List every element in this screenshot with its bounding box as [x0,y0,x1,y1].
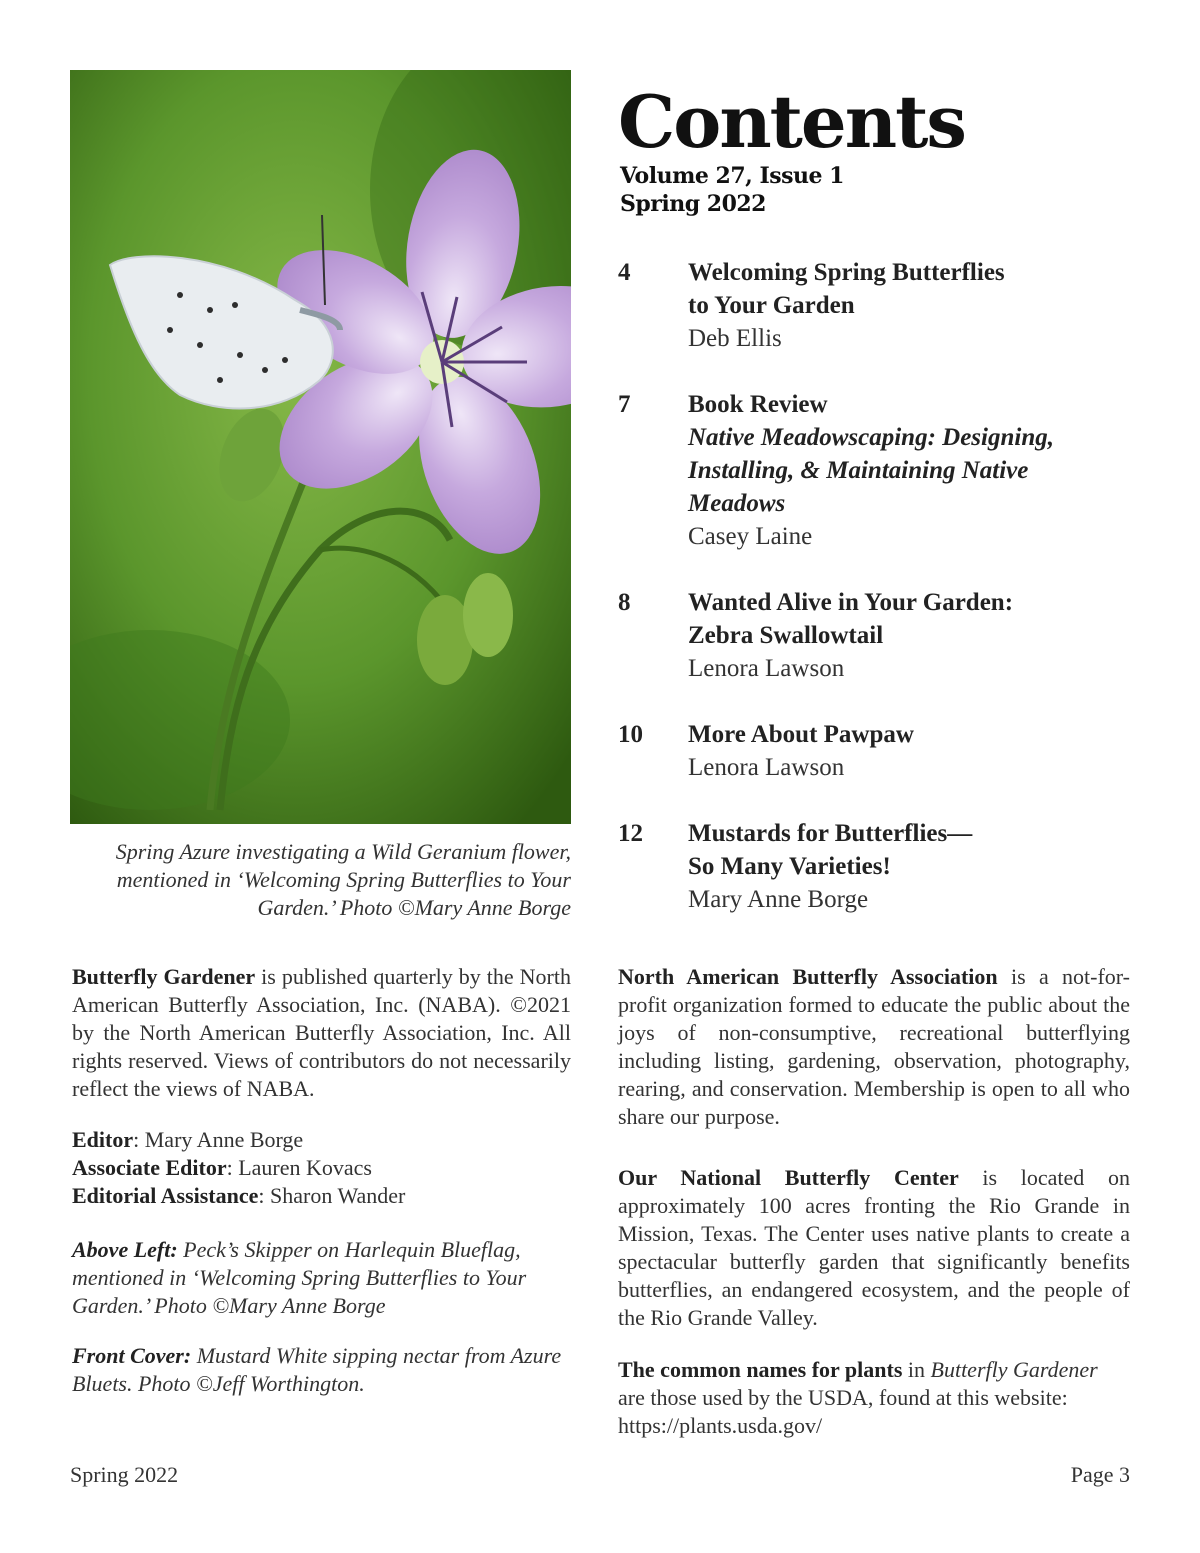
toc-author: Casey Laine [688,523,813,550]
editorial-assistance-name: : Sharon Wander [258,1183,406,1208]
volume-issue: Volume 27, Issue 1 [620,163,844,189]
publisher-text: is published quarterly by the North American Butterfly Association, Inc. (NABA). ©2021 by the North American Butterfly Association, Inc. All rights reserved. Views of contributors do not necessarily reflect the views of NABA. [72,964,571,1101]
editor-label: Editor [72,1127,134,1152]
toc-author: Lenora Lawson [688,655,845,682]
front-cover-label: Front Cover: [72,1343,192,1368]
photo-caption: Spring Azure investigating a Wild Geranium flower, mentioned in ‘Welcoming Spring Butterflies to Your Garden.’ Photo ©Mary Anne Borge [115,839,571,920]
above-left-caption [72,1236,571,1320]
toc-page-number: 12 [618,820,643,847]
toc-article-title: Book Review [688,391,828,418]
issue-season: Spring 2022 [620,191,766,217]
toc-author: Deb Ellis [688,325,782,352]
butterfly-flower-illustration [70,70,571,824]
toc-author: Mary Anne Borge [688,886,869,913]
naba-text: is a not-for-profit organization formed to educate the public about the joys of non-consumptive, recreational butterflying including listing, gardening, observation, photography, rearing, and conservation. Membership is open to all who share our purpose. [618,964,1130,1129]
editorial-staff [72,1126,571,1210]
toc-article-title: Mustards for Butterflies— So Many Varieties! [688,820,973,880]
cover-photo [70,70,571,824]
publication-name-italic: Butterfly Gardener [930,1357,1098,1382]
plant-names-text[interactable]: are those used by the USDA, found at this website: https://plants.usda.gov/ [618,1385,1068,1438]
butterfly-center-text: is located on approximately 100 acres fronting the Rio Grande in Mission, Texas. The Center uses native plants to create a spectacular butterfly garden that significantly benefits butterflies, an endangered ecosystem, and the people of the Rio Grande Valley. [618,1165,1130,1330]
toc-article-title: Welcoming Spring Butterflies to Your Garden [688,259,1005,319]
toc-page-number: 10 [618,721,643,748]
butterfly-center-description [618,1164,1130,1332]
publication-name: Butterfly Gardener [72,964,256,989]
front-cover-caption [72,1342,571,1398]
toc-author: Lenora Lawson [688,754,845,781]
above-left-label: Above Left: [72,1237,178,1262]
publisher-statement [72,963,571,1103]
toc-book-title: Native Meadowscaping: Designing, Installing, & Maintaining Native Meadows [688,424,1054,517]
toc-page-number: 8 [618,589,631,616]
contents-title: Contents [618,79,965,164]
toc-article-title: Wanted Alive in Your Garden: Zebra Swallowtail [688,589,1014,649]
naba-description [618,963,1130,1131]
footer-season: Spring 2022 [70,1462,179,1487]
plant-names-in: in [902,1357,931,1382]
plant-names-note [618,1356,1130,1440]
front-cover-text: Mustard White sipping nectar from Azure Bluets. Photo ©Jeff Worthington. [72,1343,562,1396]
above-left-text: Peck’s Skipper on Harlequin Blueflag, mentioned in ‘Welcoming Spring Butterflies to Your Garden.’ Photo ©Mary Anne Borge [72,1237,527,1318]
associate-editor-label: Associate Editor [72,1155,227,1180]
butterfly-center-name: Our National Butterfly Center [618,1165,959,1190]
associate-editor-name: : Lauren Kovacs [226,1155,372,1180]
footer-page-number: Page 3 [1070,1462,1130,1487]
toc-page-number: 7 [618,391,631,418]
toc-page-number: 4 [618,259,631,286]
naba-name: North American Butterfly Association [618,964,998,989]
editor-name: : Mary Anne Borge [133,1127,304,1152]
plant-names-label: The common names for plants [618,1357,903,1382]
editorial-assistance-label: Editorial Assistance [72,1183,259,1208]
toc-article-title: More About Pawpaw [688,721,914,748]
